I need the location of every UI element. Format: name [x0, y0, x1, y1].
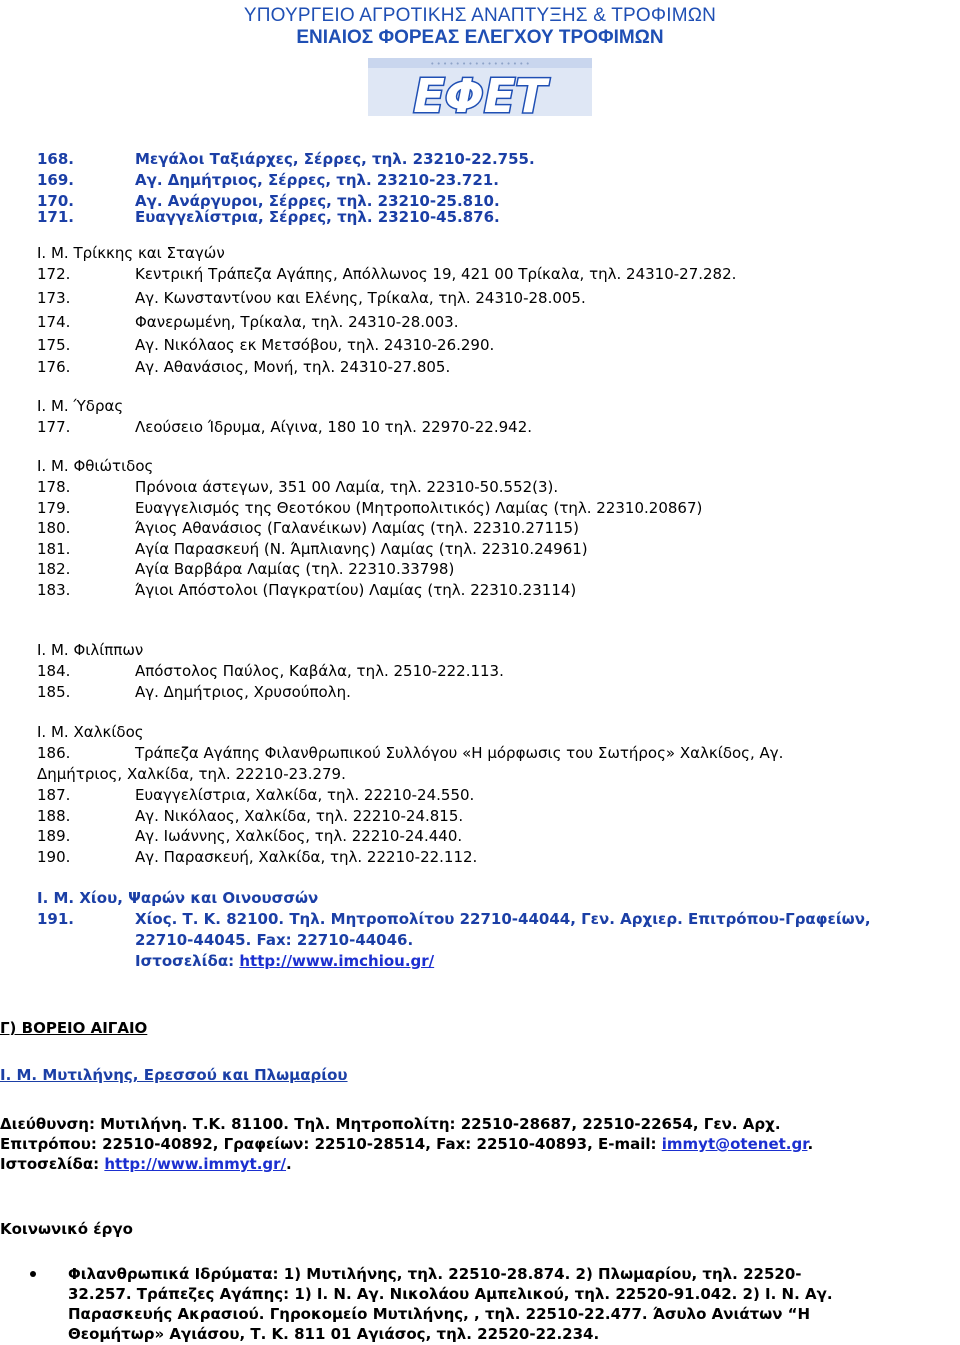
- address-line-2: [0, 1134, 813, 1154]
- item-text: Αγ. Νικόλαος εκ Μετσόβου, τηλ. 24310-26.290.: [135, 336, 495, 354]
- svg-text:• • • • • • • • • • • • • • •: • • • • • • • • • • • • • • • •: [430, 60, 530, 68]
- item-number: 181.: [37, 540, 71, 558]
- item-number: 190.: [37, 848, 71, 866]
- item-number: 185.: [37, 683, 71, 701]
- item-number: 178.: [37, 478, 71, 496]
- item-number: 179.: [37, 499, 71, 517]
- website-line: [135, 951, 434, 971]
- item-number: 191.: [37, 910, 75, 928]
- section-title-ydra: Ι. Μ. Ύδρας: [37, 397, 124, 415]
- item-text: Αγία Βαρβάρα Λαμίας (τηλ. 22310.33798): [135, 560, 455, 578]
- item-text: Ευαγγελίστρια, Χαλκίδα, τηλ. 22210-24.550.: [135, 786, 475, 804]
- bullet-text-line-3: Παρασκευής Ακρασιού. Γηροκομείο Μυτιλήνης, , τηλ. 22510-22.477. Άσυλο Ανιάτων “Η: [68, 1305, 811, 1323]
- website-line: [0, 1154, 292, 1174]
- item-number: 170.: [37, 192, 75, 210]
- item-text: Ευαγγελισμός της Θεοτόκου (Μητροπολιτικός) Λαμίας (τηλ. 22310.20867): [135, 499, 703, 517]
- item-number: 176.: [37, 358, 71, 376]
- item-number: 184.: [37, 662, 71, 680]
- svg-text:ΕΦΕΤ: ΕΦΕΤ: [413, 69, 547, 118]
- website-label: Ιστοσελίδα:: [0, 1155, 105, 1173]
- section-title-chalkida: Ι. Μ. Χαλκίδος: [37, 723, 144, 741]
- item-text: Άγιος Αθανάσιος (Γαλανέικων) Λαμίας (τηλ. 22310.27115): [135, 519, 579, 537]
- item-number: 171.: [37, 208, 75, 226]
- ministry-title: ΥΠΟΥΡΓΕΙΟ ΑΓΡΟΤΙΚΗΣ ΑΝΑΠΤΥΞΗΣ & ΤΡΟΦΙΜΩΝ: [243, 5, 717, 26]
- item-text: Αγ. Νικόλαος, Χαλκίδα, τηλ. 22210-24.815.: [135, 807, 464, 825]
- item-number: 183.: [37, 581, 71, 599]
- section-title-north-aegean: Γ) ΒΟΡΕΙΟ ΑΙΓΑΙΟ: [0, 1019, 148, 1037]
- address-line-1: Διεύθυνση: Μυτιλήνη. Τ.Κ. 81100. Τηλ. Μητροπολίτη: 22510-28687, 22510-22654, Γεν. Αρχ.: [0, 1115, 781, 1133]
- bullet-text-line-4: Θεομήτωρ» Αγιάσου, Τ. Κ. 811 01 Αγιάσος, τηλ. 22520-22.234.: [68, 1325, 600, 1343]
- item-number: 168.: [37, 150, 75, 168]
- item-text-continuation: Δημήτριος, Χαλκίδα, τηλ. 22210-23.279.: [37, 765, 346, 783]
- bullet-text-line-1: Φιλανθρωπικά Ιδρύματα: 1) Μυτιλήνης, τηλ. 22510-28.874. 2) Πλωμαρίου, τηλ. 22520-: [68, 1265, 802, 1283]
- bullet-text-line-2: 32.257. Τράπεζες Αγάπης: 1) Ι. Ν. Αγ. Νικολάου Αμπελικού, τηλ. 22520-91.042. 2) Ι. Ν. Αγ.: [68, 1285, 833, 1303]
- item-text: Αγ. Δημήτριος, Σέρρες, τηλ. 23210-23.721.: [135, 171, 499, 189]
- item-number: 182.: [37, 560, 71, 578]
- item-text: Αγ. Ανάργυροι, Σέρρες, τηλ. 23210-25.810.: [135, 192, 500, 210]
- item-number: 172.: [37, 265, 71, 283]
- item-text: Μεγάλοι Ταξιάρχες, Σέρρες, τηλ. 23210-22.755.: [135, 150, 535, 168]
- item-text: Αγία Παρασκευή (Ν. Άμπλιανης) Λαμίας (τηλ. 22310.24961): [135, 540, 588, 558]
- email-link[interactable]: immyt@otenet.gr: [661, 1135, 808, 1153]
- item-text: Αγ. Δημήτριος, Χρυσούπολη.: [135, 683, 351, 701]
- item-number: 187.: [37, 786, 71, 804]
- item-number: 189.: [37, 827, 71, 845]
- item-text: Κεντρική Τράπεζα Αγάπης, Απόλλωνος 19, 421 00 Τρίκαλα, τηλ. 24310-27.282.: [135, 265, 737, 283]
- item-text: Χίος. Τ. Κ. 82100. Τηλ. Μητροπολίτου 22710-44044, Γεν. Αρχιερ. Επιτρόπου-Γραφείων,: [135, 910, 871, 928]
- item-text: Αγ. Κωνσταντίνου και Ελένης, Τρίκαλα, τηλ. 24310-28.005.: [135, 289, 586, 307]
- item-number: 180.: [37, 519, 71, 537]
- address-text: Επιτρόπου: 22510-40892, Γραφείων: 22510-28514, Fax: 22510-40893, E-mail:: [0, 1135, 662, 1153]
- item-text: Ευαγγελίστρια, Σέρρες, τηλ. 23210-45.876.: [135, 208, 500, 226]
- item-number: 177.: [37, 418, 71, 436]
- website-link[interactable]: http://www.immyt.gr/: [104, 1155, 287, 1173]
- website-link[interactable]: http://www.imchiou.gr/: [239, 952, 435, 970]
- social-work-title: Κοινωνικό έργο: [0, 1220, 133, 1238]
- item-text: Πρόνοια άστεγων, 351 00 Λαμία, τηλ. 22310-50.552(3).: [135, 478, 559, 496]
- item-text: Απόστολος Παύλος, Καβάλα, τηλ. 2510-222.113.: [135, 662, 504, 680]
- item-number: 174.: [37, 313, 71, 331]
- punctuation: .: [807, 1135, 814, 1153]
- item-text: Τράπεζα Αγάπης Φιλανθρωπικού Συλλόγου «Η μόρφωσις του Σωτήρος» Χαλκίδος, Αγ.: [135, 744, 784, 762]
- item-text-continuation: 22710-44045. Fax: 22710-44046.: [135, 931, 414, 949]
- efet-logo: [0, 52, 960, 118]
- item-number: 188.: [37, 807, 71, 825]
- item-text: Φανερωμένη, Τρίκαλα, τηλ. 24310-28.003.: [135, 313, 459, 331]
- section-title-chios: Ι. Μ. Χίου, Ψαρών και Οινουσσών: [37, 889, 319, 907]
- website-label: Ιστοσελίδα:: [135, 952, 240, 970]
- metropolis-title-mytilene: Ι. Μ. Μυτιλήνης, Ερεσσού και Πλωμαρίου: [0, 1066, 348, 1084]
- item-text: Άγιοι Απόστολοι (Παγκρατίου) Λαμίας (τηλ. 22310.23114): [135, 581, 577, 599]
- item-number: 173.: [37, 289, 71, 307]
- section-title-fthiotida: Ι. Μ. Φθιώτιδος: [37, 457, 154, 475]
- punctuation: .: [286, 1155, 292, 1173]
- item-number: 186.: [37, 744, 71, 762]
- item-number: 169.: [37, 171, 75, 189]
- page-header: [0, 0, 960, 118]
- agency-title: ΕΝΙΑΙΟΣ ΦΟΡΕΑΣ ΕΛΕΓΧΟΥ ΤΡΟΦΙΜΩΝ: [296, 27, 664, 48]
- section-title-trikki: Ι. Μ. Τρίκκης και Σταγών: [37, 244, 225, 262]
- item-text: Αγ. Ιωάννης, Χαλκίδος, τηλ. 22210-24.440.: [135, 827, 463, 845]
- item-number: 175.: [37, 336, 71, 354]
- bullet-icon: [30, 1271, 36, 1277]
- item-text: Αγ. Παρασκευή, Χαλκίδα, τηλ. 22210-22.112.: [135, 848, 478, 866]
- item-text: Λεούσειο Ίδρυμα, Αίγινα, 180 10 τηλ. 22970-22.942.: [135, 418, 533, 436]
- item-text: Αγ. Αθανάσιος, Μονή, τηλ. 24310-27.805.: [135, 358, 451, 376]
- section-title-filippoi: Ι. Μ. Φιλίππων: [37, 641, 144, 659]
